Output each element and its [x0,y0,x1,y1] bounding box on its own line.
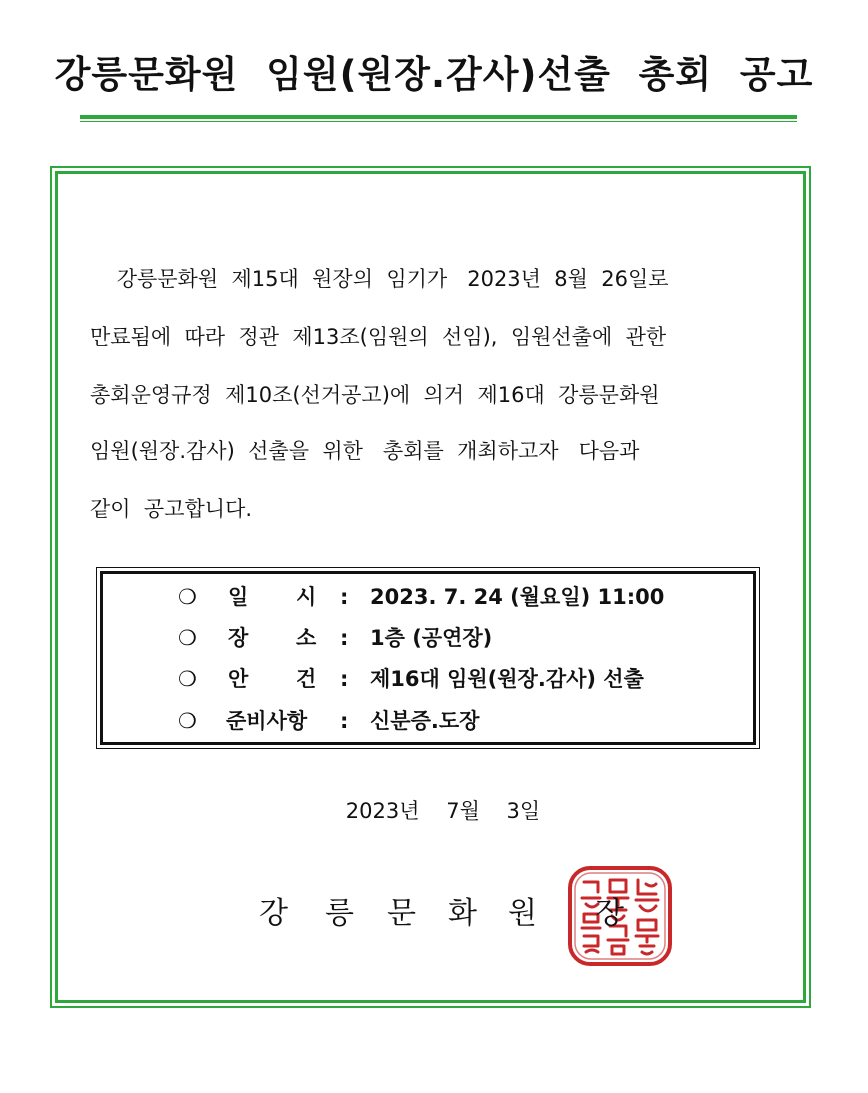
detail-row-items [178,704,480,738]
body-line: 임원(원장.감사) 선출을 위한 총회를 개최하고자 다음과 [90,439,640,463]
detail-key-part: 안 [228,667,249,691]
body-line: 같이 공고합니다. [90,497,253,521]
body-line: 강릉문화원 제15대 원장의 임기가 2023년 8월 26일로 [90,267,669,291]
detail-row-datetime [178,580,665,614]
signature-char: 릉 [325,896,354,931]
signature-char: 장 [595,896,624,931]
detail-row-agenda [178,662,644,696]
detail-key-part: 시 [296,585,317,609]
detail-colon: : [340,667,349,691]
signature-char: 강 [259,896,288,931]
detail-value: 제16대 임원(원장.감사) 선출 [370,667,644,691]
detail-key-part: 건 [296,667,317,691]
detail-colon: : [340,585,349,609]
detail-value: 1층 (공연장) [370,626,493,650]
notice-title: 강릉문화원 임원(원장.감사)선출 총회 공고 [54,53,814,96]
signature-char: 원 [508,896,537,931]
notice-date: 2023년 7월 3일 [345,799,541,823]
body-line: 총회운영규정 제10조(선거공고)에 의거 제16대 강릉문화원 [90,383,660,407]
detail-value: 신분증.도장 [370,709,480,733]
detail-key-part: 소 [296,626,317,650]
detail-colon: : [340,709,349,733]
detail-key: 준비사항 [226,709,308,733]
title-underline [80,115,797,119]
bullet-icon: ❍ [178,626,197,650]
body-line: 만료됨에 따라 정관 제13조(임원의 선임), 임원선출에 관한 [90,325,667,349]
title-underline-thin [80,121,797,122]
detail-colon: : [340,626,349,650]
detail-key-part: 장 [228,626,249,650]
detail-value: 2023. 7. 24 (월요일) 11:00 [370,585,665,609]
detail-row-place [178,621,493,655]
detail-key-part: 일 [228,585,249,609]
bullet-icon: ❍ [178,667,197,691]
bullet-icon: ❍ [178,709,197,733]
bullet-icon: ❍ [178,585,197,609]
signature-char: 문 [387,896,416,931]
signature-char: 화 [448,896,477,931]
